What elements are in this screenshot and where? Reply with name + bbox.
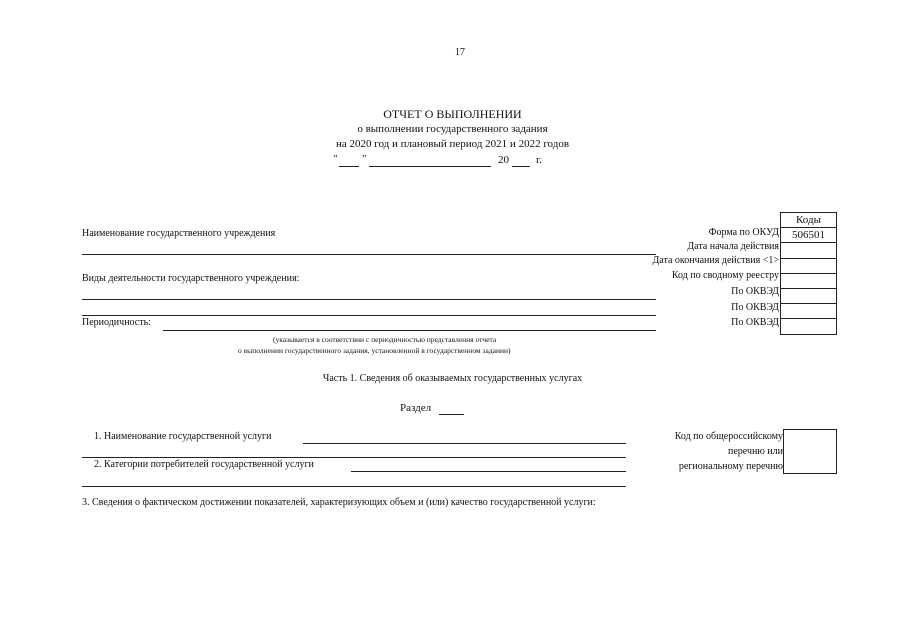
page-number: 17 — [455, 47, 465, 58]
activity-types-line-1[interactable] — [82, 299, 656, 300]
consumer-categories-line-2[interactable] — [82, 486, 626, 487]
report-period: на 2020 год и плановый период 2021 и 2022 годов — [335, 138, 570, 150]
service-name-line-1[interactable] — [303, 443, 626, 444]
service-name-line-2[interactable] — [82, 457, 626, 458]
date-quote-close: " — [362, 153, 367, 165]
date-day-blank[interactable] — [339, 166, 359, 167]
date-year-suffix: г. — [536, 154, 543, 166]
codes-label-okved-2: По ОКВЭД — [731, 302, 779, 313]
periodicity-note-1: (указывается в соответствии с периодичностью представления отчета — [273, 335, 497, 344]
codes-label-okved-1: По ОКВЭД — [731, 286, 779, 297]
registry-code-box[interactable] — [783, 429, 837, 474]
indicators-heading: 3. Сведения о фактическом достижении показателей, характеризующих объем и (или) качество государственной услуги: — [82, 497, 596, 508]
codes-label-start-date: Дата начала действия — [687, 241, 779, 252]
part1-title: Часть 1. Сведения об оказываемых государственных услугах — [322, 373, 583, 384]
institution-name-line[interactable] — [82, 254, 656, 255]
periodicity-line[interactable] — [163, 330, 656, 331]
codes-label-registry: Код по сводному реестру — [671, 270, 779, 281]
date-month-blank[interactable] — [369, 166, 491, 167]
report-subtitle: о выполнении государственного задания — [357, 123, 548, 135]
consumer-categories-line-1[interactable] — [351, 471, 626, 472]
periodicity-label: Периодичность: — [82, 317, 151, 328]
codes-value-okved-3[interactable] — [781, 319, 837, 334]
report-title: ОТЧЕТ О ВЫПОЛНЕНИИ — [383, 107, 522, 121]
activity-types-label: Виды деятельности государственного учреждения: — [82, 273, 300, 284]
registry-code-label-2: перечню или — [727, 446, 783, 457]
section-number-blank[interactable] — [439, 414, 464, 415]
codes-value-okved-1[interactable] — [781, 288, 837, 303]
section-label: Раздел — [400, 402, 432, 414]
codes-value-registry[interactable] — [781, 273, 837, 288]
periodicity-note-2: о выполнении государственного задания, установленной в государственном задании) — [238, 346, 511, 355]
codes-value-start-date[interactable] — [781, 243, 837, 258]
service-name-label: 1. Наименование государственной услуги — [94, 431, 272, 442]
registry-code-label-3: региональному перечню — [678, 461, 783, 472]
codes-header: Коды — [781, 213, 837, 228]
date-year-prefix: 20 — [498, 154, 509, 166]
codes-table — [780, 212, 837, 335]
date-quote-open: " — [333, 153, 338, 165]
codes-label-end-date: Дата окончания действия <1> — [652, 255, 779, 266]
institution-name-label: Наименование государственного учреждения — [82, 228, 276, 239]
codes-label-okud: Форма по ОКУД — [708, 227, 779, 238]
codes-value-end-date[interactable] — [781, 258, 837, 273]
activity-types-line-2[interactable] — [82, 315, 656, 316]
codes-value-okud[interactable]: 506501 — [781, 228, 837, 243]
codes-value-okved-2[interactable] — [781, 304, 837, 319]
date-year-blank[interactable] — [512, 166, 530, 167]
codes-label-okved-3: По ОКВЭД — [731, 317, 779, 328]
consumer-categories-label: 2. Категории потребителей государственной услуги — [94, 459, 314, 470]
registry-code-label-1: Код по общероссийскому — [674, 431, 783, 442]
